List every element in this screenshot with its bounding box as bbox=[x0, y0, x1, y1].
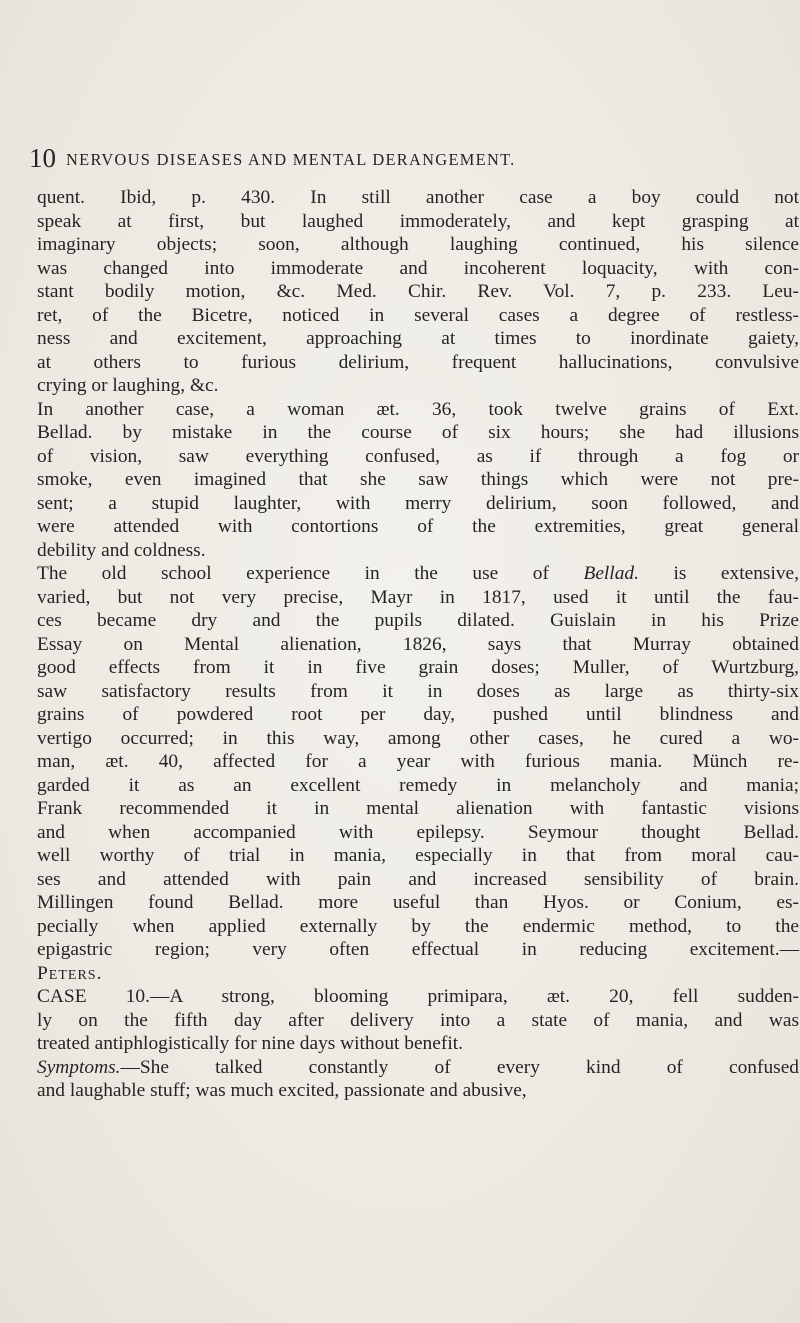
text-line: smoke, even imagined that she saw things which were not pre- bbox=[37, 469, 799, 490]
text-line: epigastric region; very often effectual in reducing excitement.— bbox=[37, 939, 799, 960]
text-line: of vision, saw everything confused, as if through a fog or bbox=[37, 445, 799, 467]
text-line: well worthy of trial in mania, especially in that from moral cau- bbox=[37, 845, 799, 866]
text-line: CASE 10.—A strong, blooming primipara, æt. 20, fell sudden- bbox=[37, 986, 799, 1007]
text-line: sent; a stupid laughter, with merry delirium, soon followed, and bbox=[37, 492, 799, 514]
text-fragment: is extensive, bbox=[638, 563, 799, 584]
text-line: imaginary objects; soon, although laughing continued, his silence bbox=[37, 234, 799, 255]
text-line: treated antiphlogistically for nine days without benefit. bbox=[37, 1033, 463, 1054]
text-line: Essay on Mental alienation, 1826, says that Murray obtained bbox=[37, 633, 799, 655]
section-label-symptoms: Symptoms. bbox=[37, 1056, 121, 1078]
text-line: good effects from it in five grain doses; Muller, of Wurtzburg, bbox=[37, 657, 799, 678]
running-head bbox=[29, 143, 789, 173]
author-signature: Peters. bbox=[37, 962, 103, 984]
body-text bbox=[37, 186, 799, 1103]
text-line: speak at first, but laughed immoderately, and kept grasping at bbox=[37, 210, 799, 232]
text-line-mixed bbox=[37, 1056, 799, 1080]
text-line: ly on the fifth day after delivery into a state of mania, and was bbox=[37, 1009, 799, 1031]
text-line: ses and attended with pain and increased sensibility of brain. bbox=[37, 868, 799, 890]
text-line: debility and coldness. bbox=[37, 539, 206, 561]
text-line: at others to furious delirium, frequent hallucinations, convulsive bbox=[37, 351, 799, 373]
text-line: In another case, a woman æt. 36, took twelve grains of Ext. bbox=[37, 398, 799, 420]
text-line: saw satisfactory results from it in doses as large as thirty-six bbox=[37, 680, 799, 702]
text-line-mixed bbox=[37, 562, 799, 586]
text-line: crying or laughing, &c. bbox=[37, 375, 219, 396]
text-line: ness and excitement, approaching at times to inordinate gaiety, bbox=[37, 328, 799, 349]
text-line: man, æt. 40, affected for a year with furious mania. Münch re- bbox=[37, 751, 799, 772]
text-line: garded it as an excellent remedy in melancholy and mania; bbox=[37, 774, 799, 796]
text-line: and when accompanied with epilepsy. Seymour thought Bellad. bbox=[37, 821, 799, 843]
text-line: pecially when applied externally by the endermic method, to the bbox=[37, 915, 799, 937]
text-line: varied, but not very precise, Mayr in 1817, used it until the fau- bbox=[37, 586, 799, 608]
text-line: quent. Ibid, p. 430. In still another case a boy could not bbox=[37, 187, 799, 208]
text-line: and laughable stuff; was much excited, passionate and abusive, bbox=[37, 1080, 527, 1101]
text-line: vertigo occurred; in this way, among other cases, he cured a wo- bbox=[37, 727, 799, 749]
text-line: ret, of the Bicetre, noticed in several cases a degree of restless- bbox=[37, 304, 799, 326]
text-line: Millingen found Bellad. more useful than Hyos. or Conium, es- bbox=[37, 892, 799, 913]
text-line: grains of powdered root per day, pushed until blindness and bbox=[37, 704, 799, 725]
text-line: ces became dry and the pupils dilated. Guislain in his Prize bbox=[37, 610, 799, 631]
text-line: Frank recommended it in mental alienation with fantastic visions bbox=[37, 798, 799, 819]
running-title: NERVOUS DISEASES AND MENTAL DERANGEMENT. bbox=[66, 150, 516, 169]
text-line: Bellad. by mistake in the course of six hours; she had illusions bbox=[37, 422, 799, 443]
text-line: was changed into immoderate and incoherent loquacity, with con- bbox=[37, 257, 799, 279]
text-line: were attended with contortions of the extremities, great general bbox=[37, 516, 799, 537]
text-line: stant bodily motion, &c. Med. Chir. Rev. Vol. 7, p. 233. Leu- bbox=[37, 281, 799, 302]
text-fragment: The old school experience in the use of bbox=[37, 563, 584, 584]
text-fragment: —She talked constantly of every kind of confused bbox=[120, 1056, 799, 1078]
italic-fragment: Bellad. bbox=[583, 563, 639, 584]
page-number: 10 bbox=[29, 143, 56, 173]
